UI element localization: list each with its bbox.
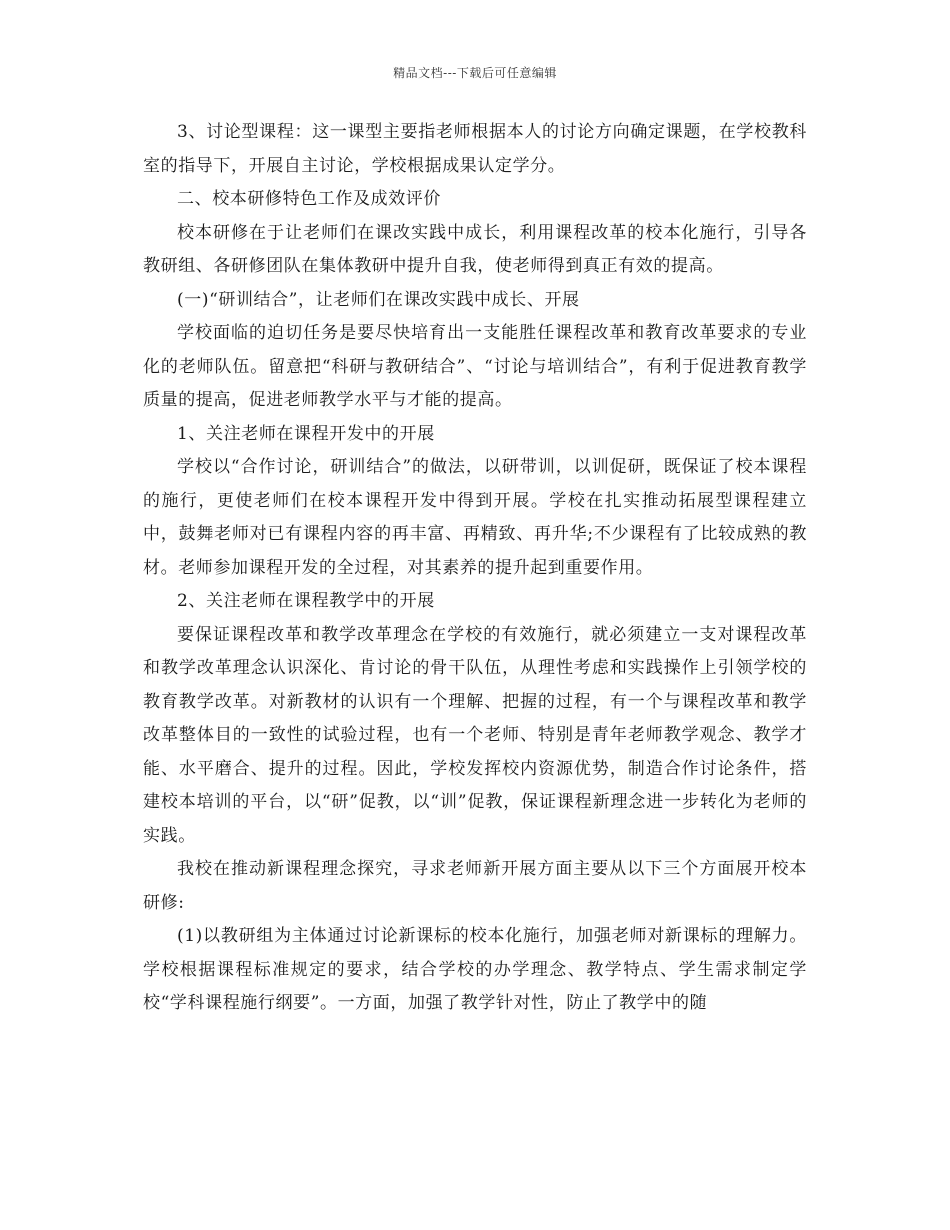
page-header: 精品文档---下载后可任意编辑 [393,66,557,80]
paragraph-course-development: 学校以“合作讨论，研训结合”的做法，以研带训，以训促研，既保证了校本课程的施行，更使老师们在校本课程开发中得到开展。学校在扎实推动拓展型课程建立中，鼓舞老师对已有课程内容的再丰富、再精致、再升华;不少课程有了比较成熟的教材。老师参加课程开发的全过程，对其素养的提升起到重要作用。 [143,457,807,578]
paragraph-course-type: 3、讨论型课程：这一课型主要指老师根据本人的讨论方向确定课题，在学校教科室的指导下，开展自主讨论，学校根据成果认定学分。 [143,122,807,176]
document-body [143,116,807,1021]
paragraph-aspect-1: (1)以教研组为主体通过讨论新课标的校本化施行，加强老师对新课标的理解力。学校根据课程标准规定的要求，结合学校的办学理念、教学特点、学生需求制定学校“学科课程施行纲要”。一方面，加强了教学针对性，防止了教学中的随 [143,926,807,1013]
section-heading-2: 二、校本研修特色工作及成效评价 [177,189,441,209]
paragraph-task: 学校面临的迫切任务是要尽快培育出一支能胜任课程改革和教育改革要求的专业化的老师队伍。留意把“科研与教研结合”、“讨论与培训结合”，有利于促进教育教学质量的提高，促进老师教学水平与才能的提高。 [143,323,807,410]
paragraph-course-teaching: 要保证课程改革和教学改革理念在学校的有效施行，就必须建立一支对课程改革和教学改革理念认识深化、肯讨论的骨干队伍，从理性考虑和实践操作上引领学校的教育教学改革。对新教材的认识有一个理解、把握的过程，有一个与课程改革和教学改革整体目的一致性的试验过程，也有一个老师、特别是青年老师教学观念、教学才能、水平磨合、提升的过程。因此，学校发挥校内资源优势，制造合作讨论条件，搭建校本培训的平台，以“研”促教，以“训”促教，保证课程新理念进一步转化为老师的实践。 [143,624,807,846]
paragraph-three-aspects: 我校在推动新课程理念探究，寻求老师新开展方面主要从以下三个方面展开校本研修: [143,859,807,913]
item-heading-2: 2、关注老师在课程教学中的开展 [177,591,435,611]
item-heading-1: 1、关注老师在课程开发中的开展 [177,423,435,444]
paragraph-intro: 校本研修在于让老师们在课改实践中成长，利用课程改革的校本化施行，引导各教研组、各研修团队在集体教研中提升自我，使老师得到真正有效的提高。 [143,222,807,276]
subsection-heading-1: (一)“研训结合”，让老师们在课改实践中成长、开展 [177,289,580,310]
